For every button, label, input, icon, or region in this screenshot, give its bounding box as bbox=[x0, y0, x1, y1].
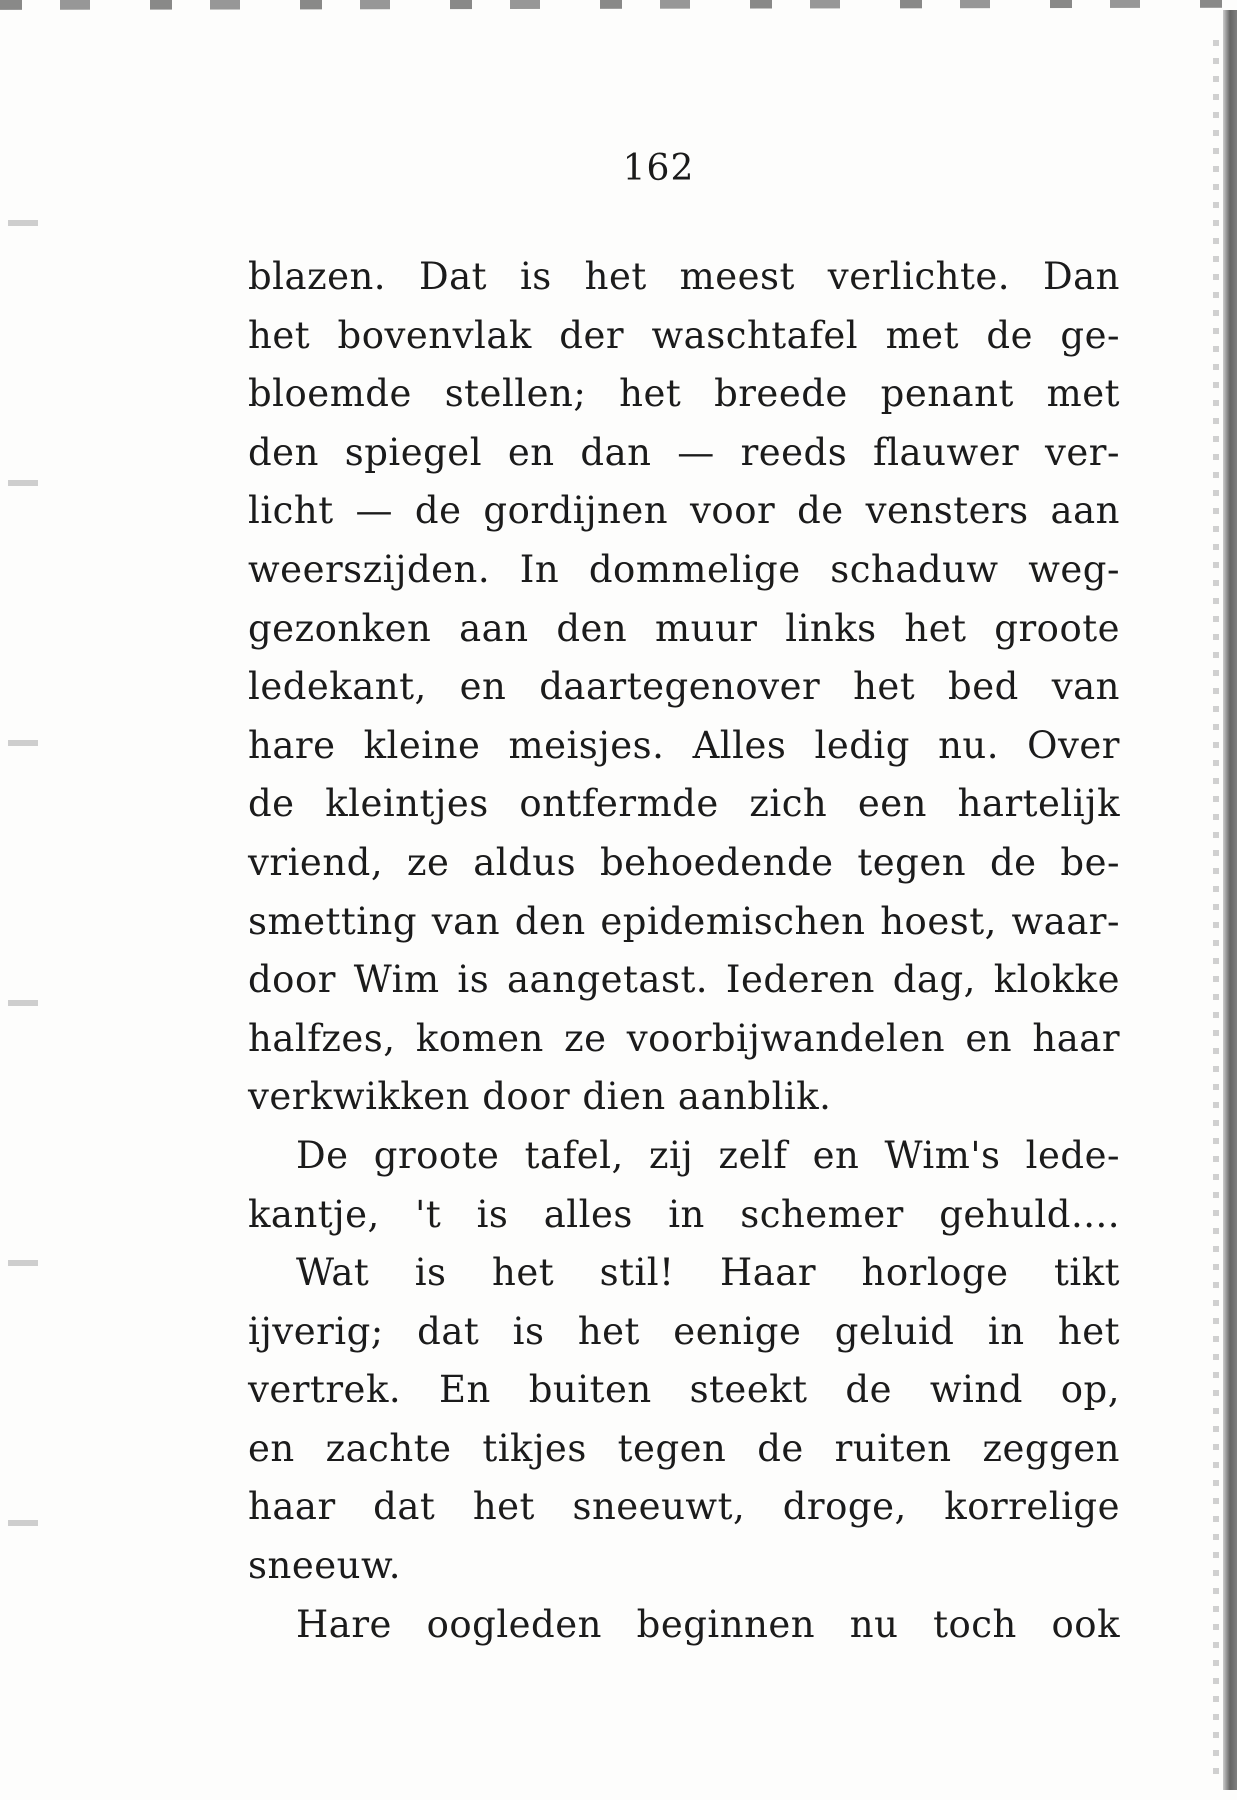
text-line: bloemde stellen; het breede penant met bbox=[248, 372, 1120, 416]
text-line: door Wim is aangetast. Iederen dag, klokke bbox=[248, 958, 1120, 1002]
text-line: sneeuw. bbox=[248, 1544, 401, 1588]
text-line: blazen. Dat is het meest verlichte. Dan bbox=[248, 255, 1120, 298]
text-line: ijverig; dat is het eenige geluid in het bbox=[248, 1309, 1120, 1353]
text-line: vertrek. En buiten steekt de wind op, bbox=[248, 1368, 1120, 1412]
page-number: 162 bbox=[622, 148, 695, 189]
text-line: halfzes, komen ze voorbijwandelen en haar bbox=[248, 1016, 1120, 1060]
text-line: verkwikken door dien aanblik. bbox=[248, 1075, 832, 1119]
body-text bbox=[248, 248, 1120, 1654]
text-line: ledekant, en daartegenover het bed van bbox=[248, 665, 1120, 709]
text-line: smetting van den epidemischen hoest, waar- bbox=[248, 899, 1120, 943]
text-line: Wat is het stil! Haar horloge tikt bbox=[296, 1251, 1120, 1295]
text-line: de kleintjes ontfermde zich een hartelijk bbox=[248, 782, 1120, 826]
scan-right-edge bbox=[1223, 10, 1237, 1790]
text-line: vriend, ze aldus behoedende tegen de be- bbox=[248, 840, 1120, 884]
text-line: gezonken aan den muur links het groote bbox=[248, 606, 1120, 650]
scan-left-edge bbox=[8, 40, 38, 1780]
text-line: De groote tafel, zij zelf en Wim's lede- bbox=[296, 1133, 1120, 1177]
text-line: en zachte tikjes tegen de ruiten zeggen bbox=[248, 1426, 1120, 1470]
text-line: weerszijden. In dommelige schaduw weg- bbox=[248, 547, 1120, 591]
text-line: licht — de gordijnen voor de vensters aan bbox=[248, 489, 1120, 533]
text-line: haar dat het sneeuwt, droge, korrelige bbox=[248, 1485, 1120, 1529]
scan-top-edge bbox=[0, 0, 1237, 22]
text-line: hare kleine meisjes. Alles ledig nu. Over bbox=[248, 723, 1120, 767]
text-line: het bovenvlak der waschtafel met de ge- bbox=[248, 313, 1120, 357]
text-line: kantje, 't is alles in schemer gehuld.... bbox=[248, 1192, 1120, 1236]
text-line: den spiegel en dan — reeds flauwer ver- bbox=[248, 430, 1120, 474]
scan-right-edge-shadow bbox=[1213, 40, 1219, 1780]
text-line: Hare oogleden beginnen nu toch ook bbox=[296, 1602, 1120, 1646]
